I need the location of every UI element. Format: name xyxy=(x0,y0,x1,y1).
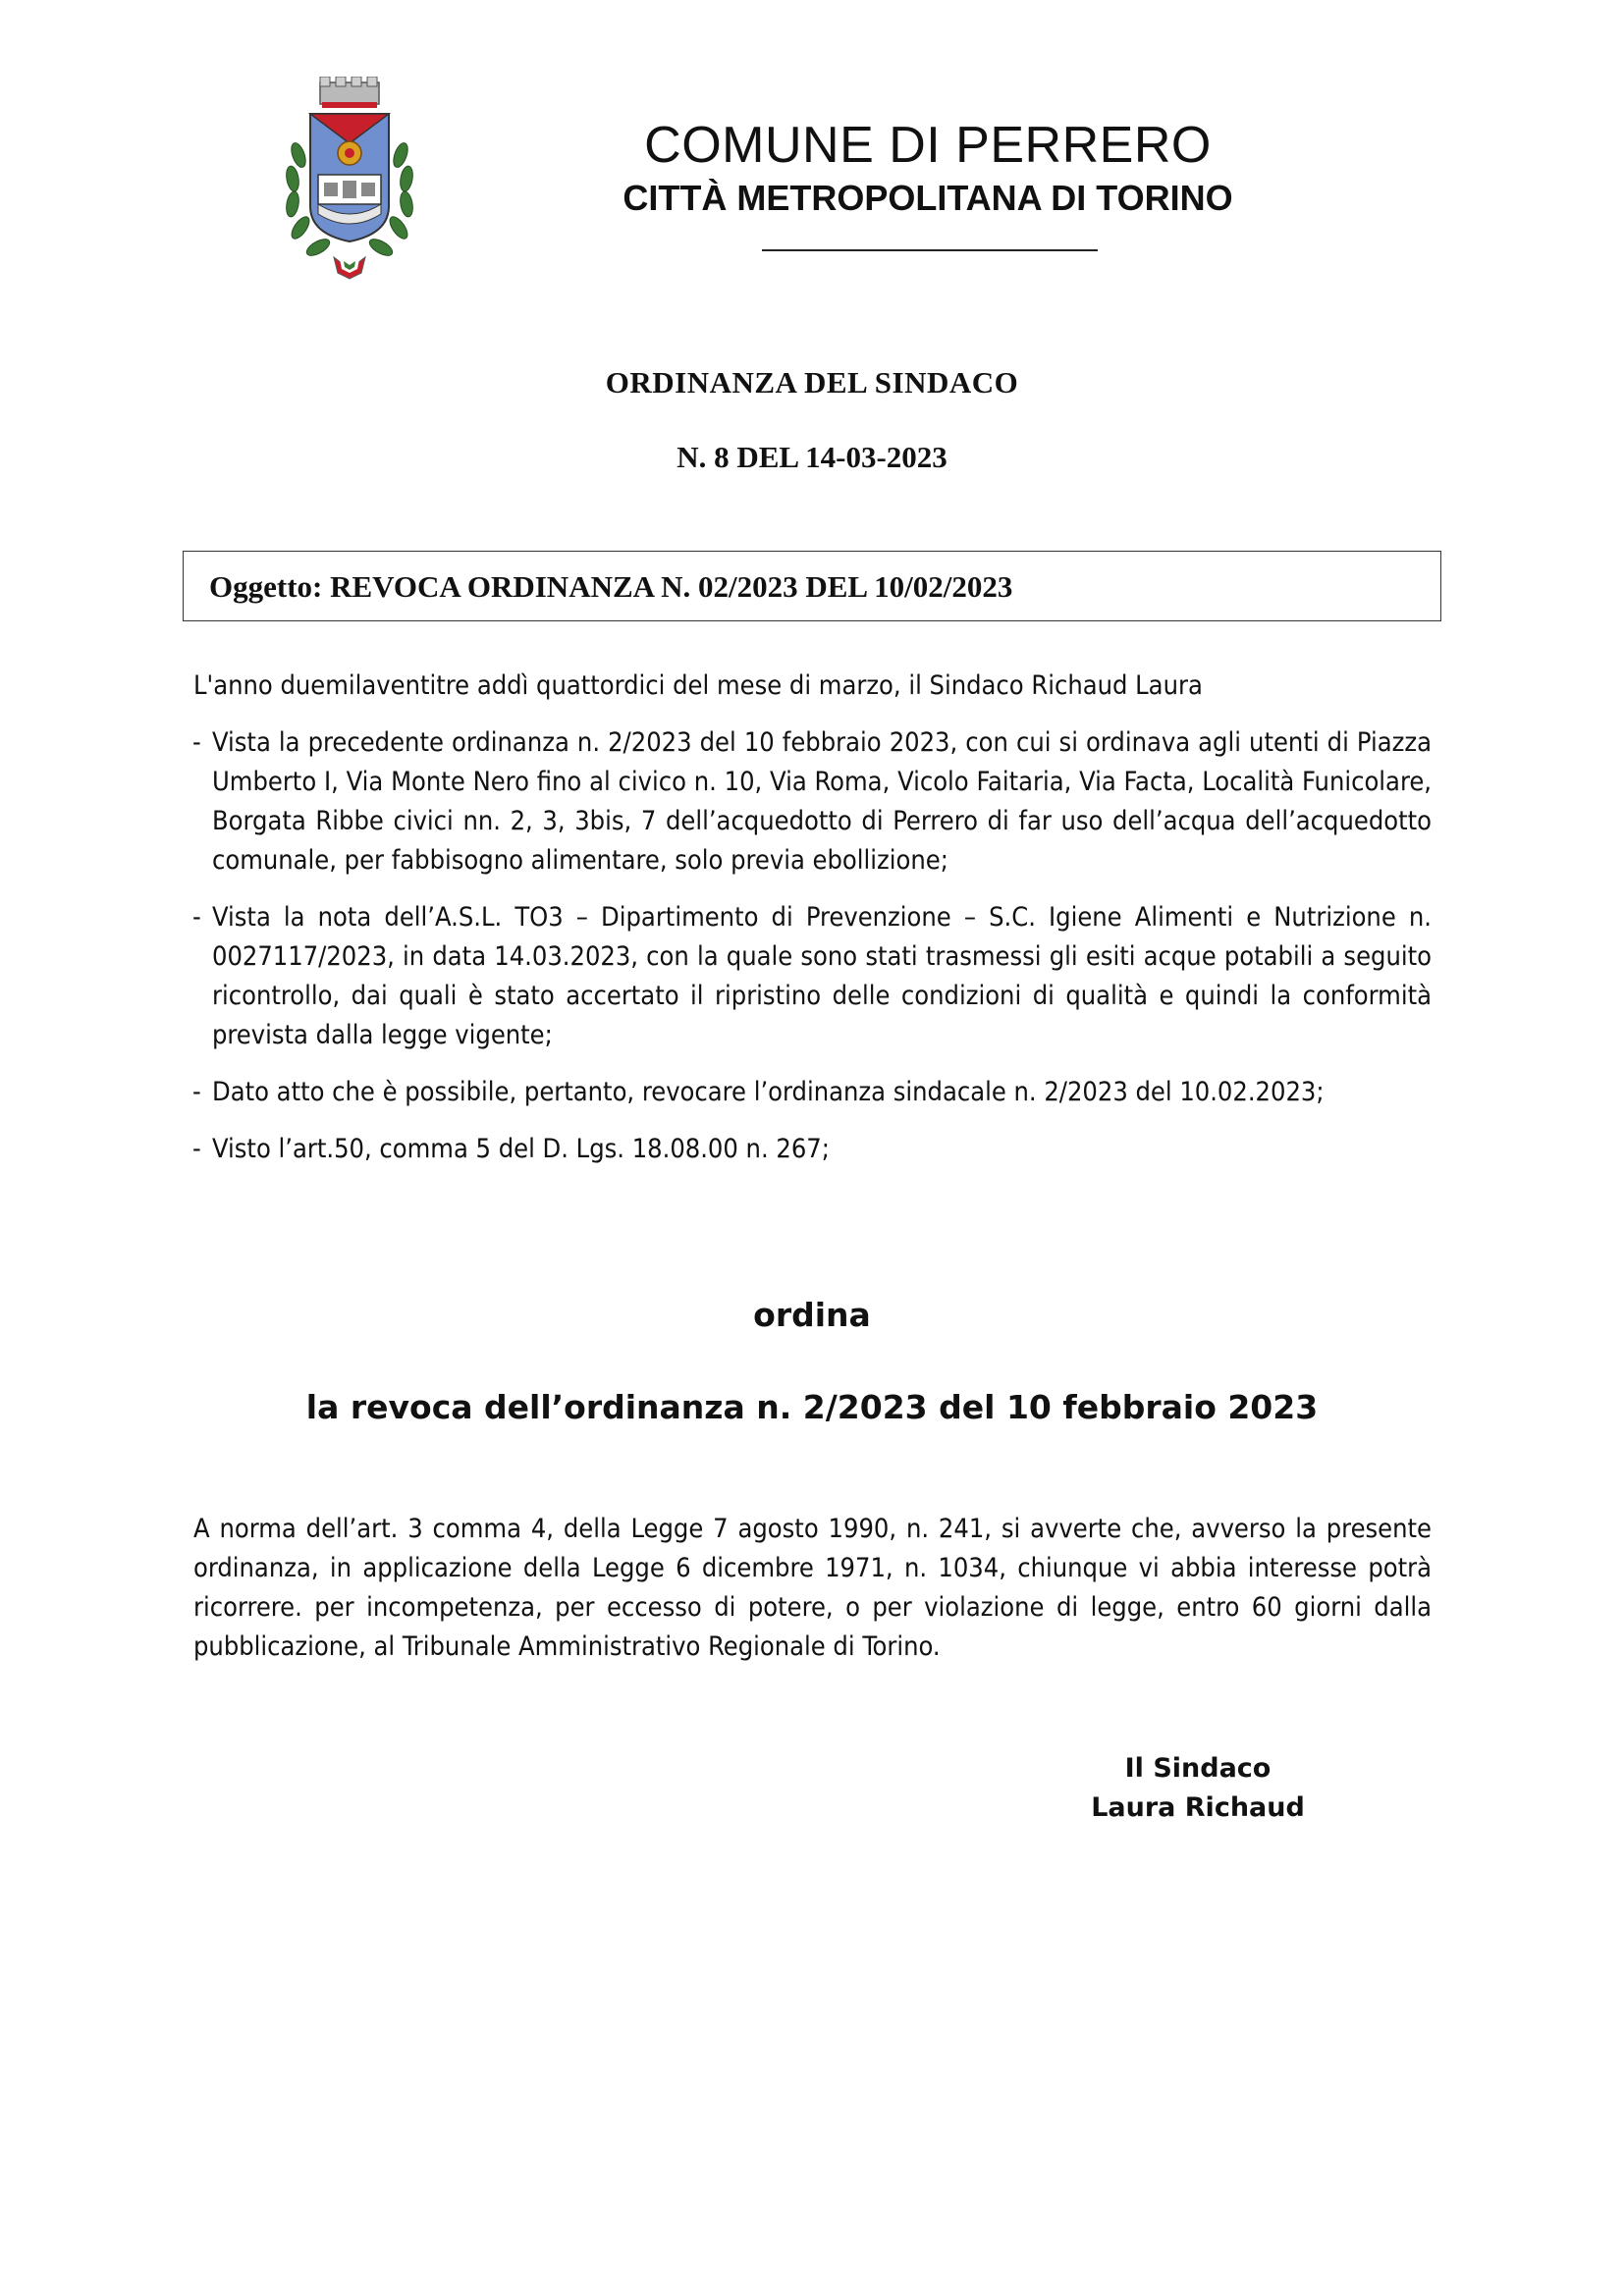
consideration-text: Vista la precedente ordinanza n. 2/2023 del 10 febbraio 2023, con cui si ordinava agli utenti di Piazza Umberto I, Via Monte Nero fino al civico n. 10, Via Roma, Vicolo Faitaria, Via Facta, Località Funicolare, Borgata Ribbe civici nn. 2, 3, 3bis, 7 dell’acquedotto di Perrero di far uso dell’acqua dell’acquedotto comunale, per fabbisogno alimentare, solo previa ebollizione; xyxy=(212,727,1432,876)
ordinance-title: ORDINANZA DEL SINDACO xyxy=(605,365,1019,400)
list-dash: - xyxy=(192,727,201,758)
shield-icon xyxy=(310,114,389,241)
list-item xyxy=(192,898,1432,1055)
legal-notice: A norma dell’art. 3 comma 4, della Legge 7 agosto 1990, n. 241, si avverte che, avverso la presente ordinanza, in applicazione della Legge 6 dicembre 1971, n. 1034, chiunque vi abbia interesse potrà ricorrere. per incompetenza, per eccesso di potere, o per violazione di legge, entro 60 giorni dalla pubblicazione, al Tribunale Amministrativo Regionale di Torino. xyxy=(193,1514,1432,1662)
revocation-statement: la revoca dell’ordinanza n. 2/2023 del 10 febbraio 2023 xyxy=(305,1388,1319,1426)
subject-box xyxy=(183,551,1441,621)
list-item xyxy=(192,1130,1432,1169)
signature-block xyxy=(1060,1749,1335,1828)
list-dash: - xyxy=(192,1134,201,1164)
consideration-text: Dato atto che è possibile, pertanto, revocare l’ordinanza sindacale n. 2/2023 del 10.02.2023; xyxy=(212,1077,1325,1107)
tricolor-ribbon-icon xyxy=(334,257,365,279)
signature-name: Laura Richaud xyxy=(1091,1792,1305,1823)
metropolitan-city-subtitle: CITTÀ METROPOLITANA DI TORINO xyxy=(623,178,1233,218)
municipality-title: COMUNE DI PERRERO xyxy=(644,117,1212,174)
list-item xyxy=(192,723,1432,881)
intro-paragraph: L'anno duemilaventitre addì quattordici del mese di marzo, il Sindaco Richaud Laura xyxy=(193,670,1203,701)
list-dash: - xyxy=(192,902,201,933)
ordinance-number: N. 8 DEL 14-03-2023 xyxy=(677,440,947,474)
list-dash: - xyxy=(192,1077,201,1107)
header-divider xyxy=(762,249,1098,251)
subject-text: Oggetto: REVOCA ORDINANZA N. 02/2023 DEL 10/02/2023 xyxy=(209,569,1013,604)
considerations-list xyxy=(192,723,1432,1187)
list-item xyxy=(192,1073,1432,1112)
consideration-text: Vista la nota dell’A.S.L. TO3 – Dipartimento di Prevenzione – S.C. Igiene Alimenti e Nutrizione n. 0027117/2023, in data 14.03.2023, con la quale sono stati trasmessi gli esiti acque potabili a seguito ricontrollo, dai quali è stato accertato il ripristino delle condizioni di qualità e quindi la conformità prevista dalla legge vigente; xyxy=(212,902,1432,1050)
signature-role: Il Sindaco xyxy=(1124,1753,1272,1784)
consideration-text: Visto l’art.50, comma 5 del D. Lgs. 18.08.00 n. 267; xyxy=(212,1134,830,1164)
ordina-heading: ordina xyxy=(753,1296,871,1334)
crown-icon xyxy=(320,77,379,108)
coat-of-arms-icon xyxy=(277,77,422,283)
